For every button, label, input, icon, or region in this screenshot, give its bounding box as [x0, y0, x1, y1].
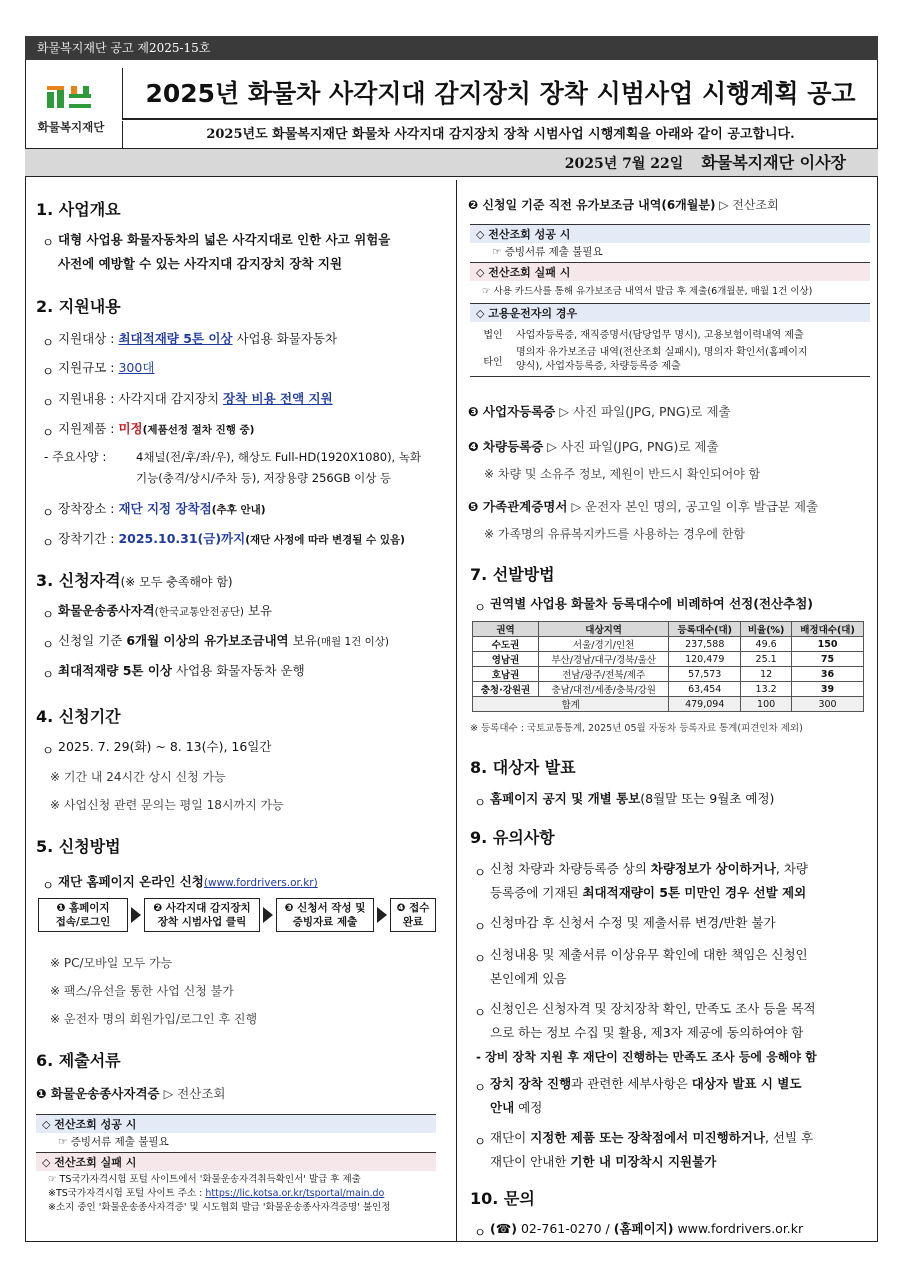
doc2-box: [470, 224, 870, 377]
doc1-ok-row: ☞ 증빙서류 제출 불필요: [58, 1136, 169, 1148]
bullet: ㅇ: [474, 951, 487, 966]
doc2-fail-row: ☞ 사용 카드사를 통해 유가보조금 내역서 발급 후 제출(6개월분, 매월 1건 이상): [482, 286, 813, 297]
s7-line1: 권역별 사업용 화물차 등록대수에 비례하여 선정(전산추첨): [490, 596, 813, 611]
section-6-title: 6. 제출서류: [36, 1051, 121, 1070]
s9-item7-l2: 재단이 안내한 기한 내 미장착시 지원불가: [490, 1154, 717, 1169]
signer: 화물복지재단 이사장: [701, 153, 846, 172]
s9-item6-l1: 장치 장착 진행과 관련한 세부사항은 대상자 발표 시 별도: [490, 1076, 802, 1091]
step-3: ❸ 신청서 작성 및 증빙자료 제출: [276, 898, 374, 932]
doc1-fail-header: ◇ 전산조회 실패 시: [36, 1152, 436, 1171]
s6-doc5-note: ※ 가족명의 유류복지카드를 사용하는 경우에 한함: [484, 527, 745, 541]
bullet: ㅇ: [474, 865, 487, 880]
bullet: ㅇ: [42, 743, 55, 758]
bullet: ㅇ: [474, 600, 487, 615]
corp-row: 법인 사업자등록증, 재직증명서(담당업무 명시), 고용보험이력내역 제출: [483, 329, 804, 341]
s1-line2: 사전에 예방할 수 있는 사각지대 감지장치 장착 지원: [58, 256, 343, 271]
date-bar: [25, 148, 878, 177]
bullet: ㅇ: [42, 425, 55, 440]
logo-mark-icon: [43, 82, 99, 114]
s2-target: 지원대상 : 최대적재량 5톤 이상 사업용 화물자동차: [58, 331, 338, 346]
bullet: ㅇ: [42, 235, 55, 250]
doc1-ok-header: ◇ 전산조회 성공 시: [36, 1114, 436, 1133]
arrow-right-icon: [377, 907, 387, 923]
s5-note3: ※ 운전자 명의 회원가입/로그인 후 진행: [50, 1012, 258, 1026]
s2-period: 장착기간 : 2025.10.31(금)까지(재단 사정에 따라 변경될 수 있음): [58, 531, 405, 546]
s3-line1: 화물운송종사자격(한국교통안전공단) 보유: [58, 603, 273, 618]
s2-spec-label: - 주요사양 :: [44, 450, 107, 464]
bullet: ㅇ: [474, 919, 487, 934]
allocation-table: [472, 621, 864, 712]
logo-text: 화물복지재단: [37, 120, 105, 134]
table-row: 호남권 전남/광주/전북/제주 57,573 12 36: [473, 667, 864, 682]
section-4-title: 4. 신청기간: [36, 707, 121, 726]
s4-note2: ※ 사업신청 관련 문의는 평일 18시까지 가능: [50, 798, 284, 812]
phone-number[interactable]: 02-761-0270 /: [517, 1221, 614, 1236]
s6-doc2: ❷ 신청일 기준 직전 유가보조금 내역(6개월분) ▷ 전산조회: [468, 198, 779, 212]
s9-item5: - 장비 장착 지원 후 재단이 진행하는 만족도 조사 등에 응해야 함: [476, 1050, 817, 1064]
bullet: ㅇ: [474, 1005, 487, 1020]
page-subtitle: 2025년도 화물복지재단 화물차 사각지대 감지장치 장착 시범사업 시행계획을 아래와 같이 공고합니다.: [122, 121, 878, 149]
s9-item6-l2: 안내 예정: [490, 1100, 543, 1115]
s4-note1: ※ 기간 내 24시간 상시 신청 가능: [50, 770, 226, 784]
table-total-row: 합계 479,094 100 300: [473, 697, 864, 712]
s5-line1: 재단 홈페이지 온라인 신청(www.fordrivers.or.kr): [58, 874, 318, 889]
step-2: ❷ 사각지대 감지장치 장착 시범사업 클릭: [144, 898, 260, 932]
bullet: ㅇ: [42, 878, 55, 893]
column-divider: [456, 180, 457, 1242]
s2-spec-line2: 기능(충격/상시/주차 등), 저장용량 256GB 이상 등: [136, 471, 392, 485]
bullet: ㅇ: [474, 1080, 487, 1095]
section-10-title: 10. 문의: [470, 1189, 535, 1208]
doc2-fail-header: ◇ 전산조회 실패 시: [470, 262, 870, 281]
ts-portal-link[interactable]: https://lic.kotsa.or.kr/tsportal/main.do: [205, 1188, 385, 1199]
bullet: ㅇ: [42, 667, 55, 682]
section-8-title: 8. 대상자 발표: [470, 758, 576, 777]
s6-doc3: ❸ 사업자등록증 ▷ 사진 파일(JPG, PNG)로 제출: [468, 404, 731, 419]
section-1-title: 1. 사업개요: [36, 200, 121, 219]
s3-line3: 최대적재량 5톤 이상 사업용 화물자동차 운행: [58, 663, 305, 678]
homepage-link[interactable]: www.fordrivers.or.kr: [673, 1221, 804, 1236]
s5-note2: ※ 팩스/유선을 통한 사업 신청 불가: [50, 984, 234, 998]
s1-line1: 대형 사업용 화물자동차의 넓은 사각지대로 인한 사고 위험을: [58, 232, 391, 247]
s4-line1: 2025. 7. 29(화) ~ 8. 13(수), 16일간: [58, 739, 272, 754]
s6-doc4-note: ※ 차량 및 소유주 정보, 제원이 반드시 확인되어야 함: [484, 467, 761, 481]
bullet: ㅇ: [42, 505, 55, 520]
bullet: ㅇ: [42, 364, 55, 379]
s9-item3-l2: 본인에게 있음: [490, 971, 567, 986]
s3-line2: 신청일 기준 6개월 이상의 유가보조금내역 보유(매월 1건 이상): [58, 633, 390, 648]
section-7-title: 7. 선발방법: [470, 565, 555, 584]
doc1-fail-row2: ※TS국가자격시험 포털 사이트 주소 : https://lic.kotsa.or.kr/tsportal/main.do: [48, 1188, 385, 1199]
bullet: ㅇ: [42, 607, 55, 622]
doc2-employee-header: ◇ 고용운전자의 경우: [470, 303, 870, 322]
s10-contact: (☎) 02-761-0270 / (홈페이지) www.fordrivers.or.kr: [490, 1221, 804, 1236]
notice-number: 화물복지재단 공고 제2025-15호: [25, 36, 878, 60]
doc2-ok-header: ◇ 전산조회 성공 시: [470, 224, 870, 243]
arrow-right-icon: [131, 907, 141, 923]
s9-item1-l1: 신청 차량과 차량등록증 상의 차량정보가 상이하거나, 차량: [490, 861, 809, 876]
notice-date: 2025년 7월 22일: [564, 156, 684, 172]
table-row: 영남권 부산/경남/대구/경북/울산 120,479 25.1 75: [473, 652, 864, 667]
s9-item4-l2: 으로 하는 정보 수집 및 활용, 제3자 제공에 동의하여야 함: [490, 1025, 804, 1040]
bullet: ㅇ: [42, 535, 55, 550]
bullet: ㅇ: [42, 637, 55, 652]
arrow-right-icon: [263, 907, 273, 923]
s9-item1-l2: 등록증에 기재된 최대적재량이 5톤 미만인 경우 선발 제외: [490, 885, 807, 900]
s2-content: 지원내용 : 사각지대 감지장치 장착 비용 전액 지원: [58, 391, 333, 406]
section-9-title: 9. 유의사항: [470, 828, 555, 847]
section-5-title: 5. 신청방법: [36, 837, 121, 856]
bullet: ㅇ: [42, 335, 55, 350]
section-3-title: 3. 신청자격(※ 모두 충족해야 함): [36, 571, 233, 590]
s2-place: 장착장소 : 재단 지정 장착점(추후 안내): [58, 501, 266, 516]
s9-item2: 신청마감 후 신청서 수정 및 제출서류 변경/반환 불가: [490, 915, 776, 930]
s6-doc1: ❶ 화물운송종사자격증 ▷ 전산조회: [36, 1086, 226, 1101]
bullet: ㅇ: [474, 795, 487, 810]
page-title: 2025년 화물차 사각지대 감지장치 장착 시범사업 시행계획 공고: [122, 68, 878, 120]
phone-icon: (☎): [490, 1221, 517, 1236]
doc2-ok-row: ☞ 증빙서류 제출 불필요: [492, 246, 603, 258]
doc1-fail-row3: ※소지 중인 '화물운송종사자격증' 및 시도협회 발급 '화물운송종사자격증명' 불인정: [48, 1202, 391, 1213]
doc1-fail-row1: ☞ TS국가자격시험 포털 사이트에서 '화물운송자격취득확인서' 발급 후 제출: [48, 1174, 361, 1185]
s6-doc5: ❺ 가족관계증명서 ▷ 운전자 본인 명의, 공고일 이후 발급분 제출: [468, 499, 819, 514]
step-1: ❶ 홈페이지 접속/로그인: [38, 898, 128, 932]
bullet: ㅇ: [474, 1134, 487, 1149]
foundation-logo: [28, 82, 114, 135]
step-4: ❹ 접수 완료: [390, 898, 436, 932]
bullet: ㅇ: [474, 1225, 487, 1240]
s8-line1: 홈페이지 공지 및 개별 통보(8월말 또는 9월초 예정): [490, 791, 775, 806]
s7-footnote: ※ 등록대수 : 국토교통통계, 2025년 05월 자동차 등록자료 통계(피견인차 제외): [470, 723, 803, 734]
other-row: 타인 명의자 유가보조금 내역(전산조회 실패시), 명의자 확인서(홈페이지 양식), 사업자등록증, 차량등록증 제출: [483, 347, 808, 372]
s2-scale: 지원규모 : 300대: [58, 360, 155, 375]
table-row: 충청·강원권 충남/대전/세종/충북/강원 63,454 13.2 39: [473, 682, 864, 697]
s2-spec-line1: 4채널(전/후/좌/우), 해상도 Full-HD(1920X1080), 녹화: [136, 450, 422, 464]
s6-doc4: ❹ 차량등록증 ▷ 사진 파일(JPG, PNG)로 제출: [468, 439, 719, 454]
bullet: ㅇ: [42, 395, 55, 410]
s9-item4-l1: 신청인은 신청자격 및 장치장착 확인, 만족도 조사 등을 목적: [490, 1001, 816, 1016]
s9-item3-l1: 신청내용 및 제출서류 이상유무 확인에 대한 책임은 신청인: [490, 947, 808, 962]
section-2-title: 2. 지원내용: [36, 297, 121, 316]
doc1-box: [36, 1114, 436, 1216]
apply-steps: [38, 898, 436, 932]
s5-note1: ※ PC/모바일 모두 가능: [50, 956, 173, 970]
s9-item7-l1: 재단이 지정한 제품 또는 장착점에서 미진행하거나, 선빌 후: [490, 1130, 814, 1145]
s2-product: 지원제품 : 미정(제품선정 절차 진행 중): [58, 421, 255, 436]
table-header-row: 권역 대상지역 등록대수(대) 비율(%) 배정대수(대): [473, 622, 864, 637]
table-row: 수도권 서울/경기/인천 237,588 49.6 150: [473, 637, 864, 652]
